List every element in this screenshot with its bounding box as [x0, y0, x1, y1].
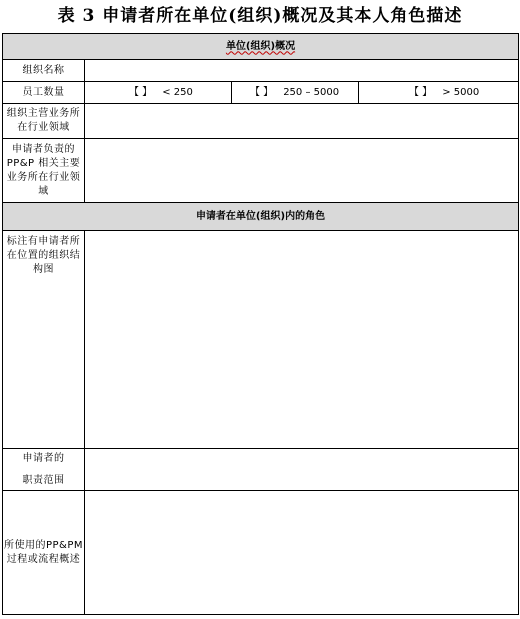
input-process[interactable]	[85, 491, 519, 615]
label-industry: 组织主营业务所在行业领域	[3, 104, 85, 139]
row-org-chart	[3, 231, 519, 449]
option-text: < 250	[162, 86, 193, 98]
option-text: > 5000	[442, 86, 480, 98]
label-responsibility-line1: 申请者的	[22, 452, 65, 464]
input-org-chart[interactable]	[85, 231, 519, 449]
checkbox-bracket: 【 】	[250, 86, 274, 98]
row-responsibility	[3, 449, 519, 491]
table-title: 表 3 申请者所在单位(组织)概况及其本人角色描述	[57, 6, 463, 26]
section-heading-org-overview: 单位(组织)概况	[225, 40, 296, 52]
section-header-org-overview	[3, 34, 519, 60]
applicant-org-form	[2, 33, 519, 615]
row-industry	[3, 104, 519, 139]
label-org-chart: 标注有申请者所在位置的组织结构图	[3, 231, 85, 449]
option-staff-lt-250[interactable]	[85, 82, 232, 104]
label-process: 所使用的PP&PM 过程或流程概述	[3, 491, 85, 615]
row-process	[3, 491, 519, 615]
option-text: 250 – 5000	[283, 86, 340, 98]
label-pp-business: 申请者负责的PP&P 相关主要业务所在行业领域	[3, 139, 85, 203]
row-pp-business	[3, 139, 519, 203]
option-staff-250-5000[interactable]	[232, 82, 359, 104]
checkbox-bracket: 【 】	[409, 86, 433, 98]
input-responsibility[interactable]	[85, 449, 519, 491]
label-org-name: 组织名称	[3, 60, 85, 82]
label-staff-count: 员工数量	[3, 82, 85, 104]
section-heading-applicant-role: 申请者在单位(组织)内的角色	[3, 203, 519, 231]
input-pp-business[interactable]	[85, 139, 519, 203]
section-header-applicant-role	[3, 203, 519, 231]
row-org-name	[3, 60, 519, 82]
row-staff-count	[3, 82, 519, 104]
input-industry[interactable]	[85, 104, 519, 139]
option-staff-gt-5000[interactable]	[359, 82, 519, 104]
label-responsibility-line2: 职责范围	[22, 474, 65, 486]
checkbox-bracket: 【 】	[129, 86, 153, 98]
input-org-name[interactable]	[85, 60, 519, 82]
